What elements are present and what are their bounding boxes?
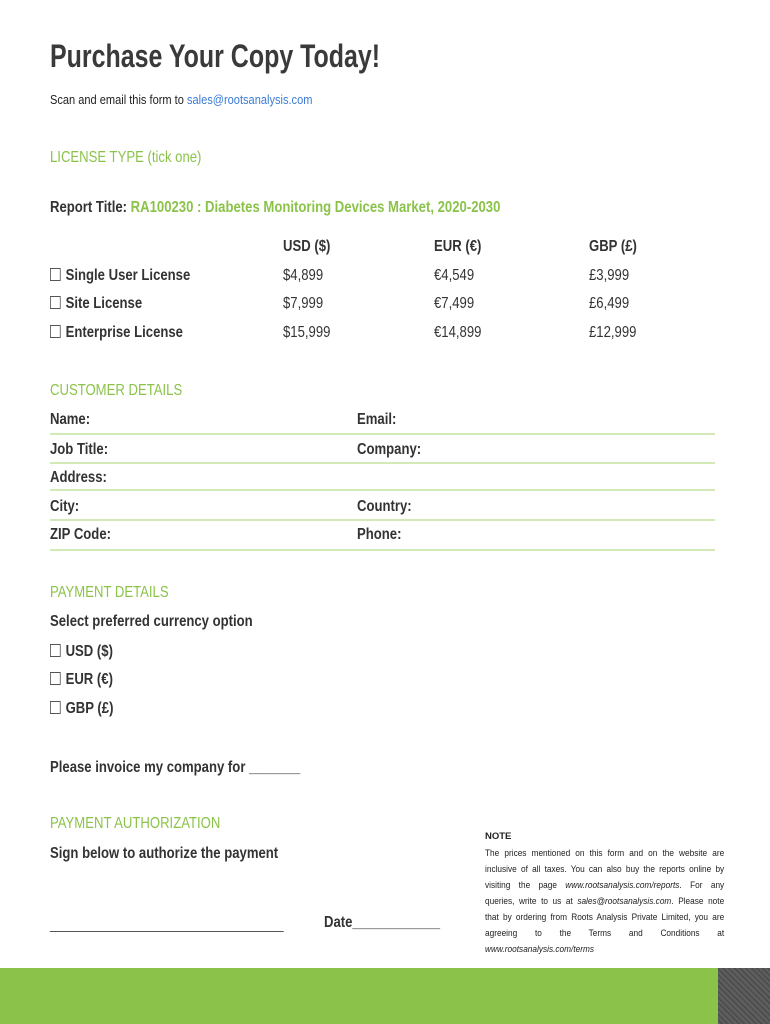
footer-bar	[0, 968, 718, 1024]
address-label: Address:	[50, 469, 107, 486]
note-text-part: . For any queries, write to us at	[485, 880, 725, 906]
city-country-field[interactable]	[50, 519, 715, 521]
checkbox-gbp[interactable]	[50, 701, 61, 714]
zip-phone-field[interactable]	[50, 549, 715, 551]
license-option-site[interactable]	[50, 295, 142, 313]
license-type-heading: LICENSE TYPE (tick one)	[50, 149, 202, 166]
price-gbp: £6,499	[589, 295, 630, 312]
column-header-eur: EUR (€)	[434, 238, 482, 255]
license-option-single-user[interactable]	[50, 267, 190, 285]
report-title-value: RA100230 : Diabetes Monitoring Devices Market, 2020-2030	[130, 199, 501, 216]
price-gbp: £12,999	[589, 324, 637, 341]
city-label: City:	[50, 498, 80, 515]
reports-link[interactable]: www.rootsanalysis.com/reports	[565, 880, 680, 890]
job-title-label: Job Title:	[50, 441, 109, 458]
currency-option-eur[interactable]	[50, 671, 113, 689]
license-name: Single User License	[65, 267, 191, 284]
note-text	[485, 845, 724, 957]
report-title-label: Report Title:	[50, 199, 131, 216]
column-header-gbp: GBP (£)	[589, 238, 637, 255]
job-company-field[interactable]	[50, 462, 715, 464]
email-label: Email:	[357, 411, 397, 428]
note-heading: NOTE	[485, 831, 512, 842]
address-field[interactable]	[50, 489, 715, 491]
payment-authorization-heading: PAYMENT AUTHORIZATION	[50, 815, 221, 832]
sales-email-link[interactable]: sales@rootsanalysis.com	[186, 92, 313, 107]
instruction-prefix: Scan and email this form to	[50, 92, 187, 107]
instruction-text	[50, 92, 312, 107]
price-usd: $15,999	[283, 324, 331, 341]
price-eur: €14,899	[434, 324, 482, 341]
report-title	[50, 199, 500, 217]
license-name: Enterprise License	[65, 324, 183, 341]
signature-line[interactable]: ________________________________	[50, 916, 284, 933]
price-eur: €4,549	[434, 267, 475, 284]
currency-option-label: GBP (£)	[65, 700, 114, 717]
license-option-enterprise[interactable]	[50, 324, 183, 342]
currency-select-label: Select preferred currency option	[50, 613, 253, 630]
column-header-usd: USD ($)	[283, 238, 331, 255]
currency-option-gbp[interactable]	[50, 700, 113, 718]
checkbox-usd[interactable]	[50, 644, 61, 657]
page-title: Purchase Your Copy Today!	[50, 38, 381, 74]
currency-option-label: USD ($)	[65, 643, 113, 660]
price-gbp: £3,999	[589, 267, 630, 284]
name-label: Name:	[50, 411, 91, 428]
date-field[interactable]: Date____________	[324, 914, 441, 931]
price-eur: €7,499	[434, 295, 475, 312]
sales-email-link[interactable]: sales@rootsanalysis.com	[577, 896, 672, 906]
name-email-field[interactable]	[50, 433, 715, 435]
sign-instruction: Sign below to authorize the payment	[50, 845, 279, 862]
payment-details-heading: PAYMENT DETAILS	[50, 584, 169, 601]
currency-option-usd[interactable]	[50, 643, 113, 661]
footer-pattern-block	[718, 968, 770, 1024]
checkbox-eur[interactable]	[50, 672, 61, 685]
zip-code-label: ZIP Code:	[50, 526, 111, 543]
note-box	[485, 829, 725, 957]
invoice-field[interactable]: Please invoice my company for _______	[50, 759, 301, 776]
checkbox-enterprise[interactable]	[50, 325, 61, 338]
license-name: Site License	[65, 295, 143, 312]
currency-option-label: EUR (€)	[65, 671, 113, 688]
note-text-part: The prices mentioned on this form and on the website are inclusive of all taxes. You can also buy the reports online by visiting the page	[485, 848, 725, 890]
checkbox-single-user[interactable]	[50, 268, 61, 281]
country-label: Country:	[357, 498, 412, 515]
note-text-part: . Please note that by ordering from Roots Analysis Private Limited, you are agreeing to the Terms and Conditions at	[485, 896, 725, 938]
price-usd: $7,999	[283, 295, 324, 312]
price-usd: $4,899	[283, 267, 324, 284]
checkbox-site[interactable]	[50, 296, 61, 309]
customer-details-heading: CUSTOMER DETAILS	[50, 382, 183, 399]
phone-label: Phone:	[357, 526, 402, 543]
terms-link[interactable]: www.rootsanalysis.com/terms	[485, 944, 595, 954]
company-label: Company:	[357, 441, 422, 458]
